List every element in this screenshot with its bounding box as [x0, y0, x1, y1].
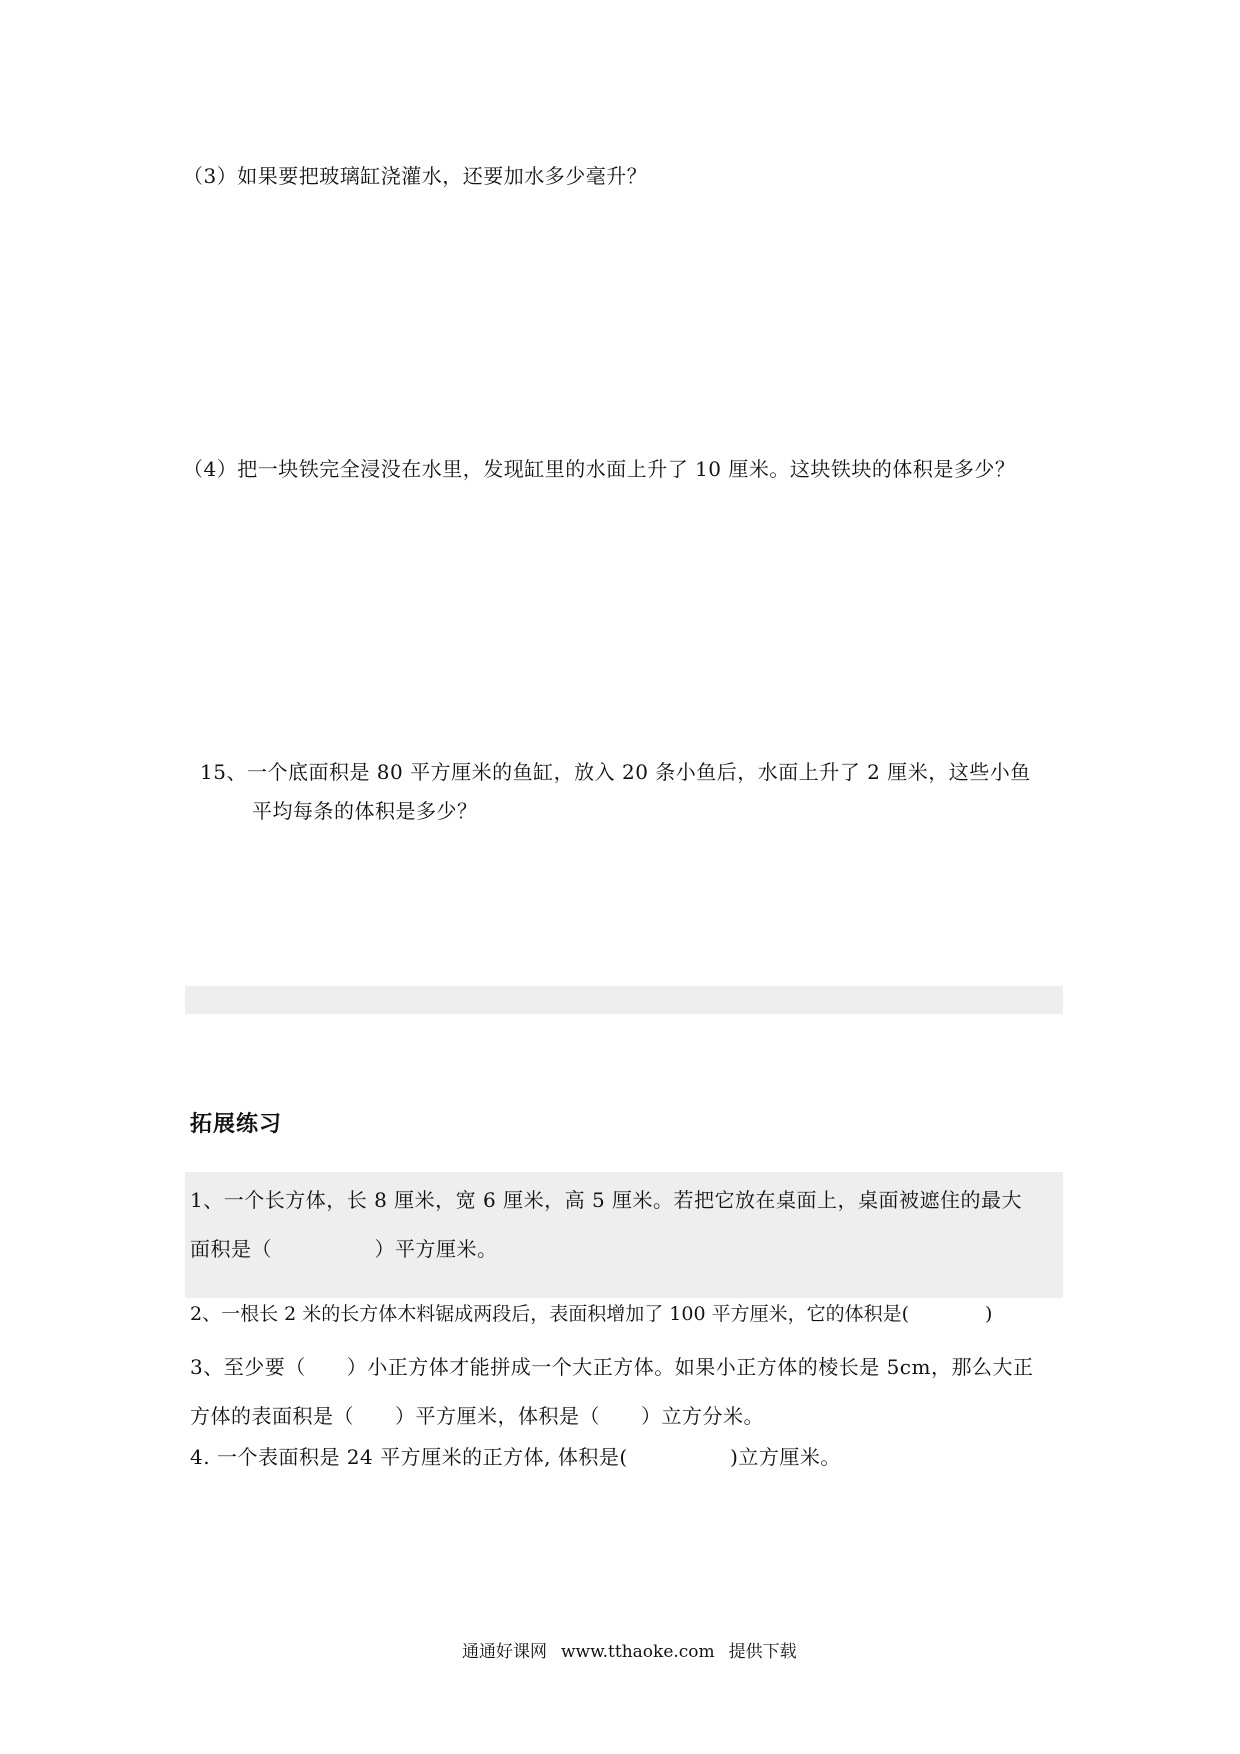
question-15-line-2: 平均每条的体积是多少？ [252, 799, 478, 823]
extension-item-3-line-1: 3、至少要（ ）小正方体才能拼成一个大正方体。如果小正方体的棱长是 5cm，那么大正 [190, 1355, 1034, 1379]
question-3: （3）如果要把玻璃缸浇灌水，还要加水多少毫升？ [183, 164, 648, 188]
separator-band [185, 986, 1063, 1014]
extension-item-4: 4. 一个表面积是 24 平方厘米的正方体, 体积是( )立方厘米。 [190, 1445, 841, 1469]
extension-item-3-line-2: 方体的表面积是（ ）平方厘米，体积是（ ）立方分米。 [190, 1404, 764, 1428]
extension-item-1-line-1: 1、一个长方体，长 8 厘米，宽 6 厘米，高 5 厘米。若把它放在桌面上，桌面被遮住的最大 [190, 1188, 1023, 1212]
page-footer [462, 1640, 797, 1664]
footer-suffix: 提供下载 [728, 1642, 797, 1662]
question-15-line-1: 15、一个底面积是 80 平方厘米的鱼缸，放入 20 条小鱼后，水面上升了 2 厘米，这些小鱼 [200, 760, 1031, 784]
footer-brand: 通通好课网 [462, 1642, 547, 1662]
extension-item-2: 2、一根长 2 米的长方体木料锯成两段后，表面积增加了 100 平方厘米，它的体积是( ) [190, 1303, 993, 1325]
section-heading-extension: 拓展练习 [190, 1112, 283, 1137]
footer-site-link[interactable]: www.tthaoke.com [561, 1642, 715, 1662]
extension-item-1-line-2: 面积是（ ）平方厘米。 [190, 1237, 498, 1261]
question-4: （4）把一块铁完全浸没在水里，发现缸里的水面上升了 10 厘米。这块铁块的体积是多少？ [183, 457, 1016, 481]
